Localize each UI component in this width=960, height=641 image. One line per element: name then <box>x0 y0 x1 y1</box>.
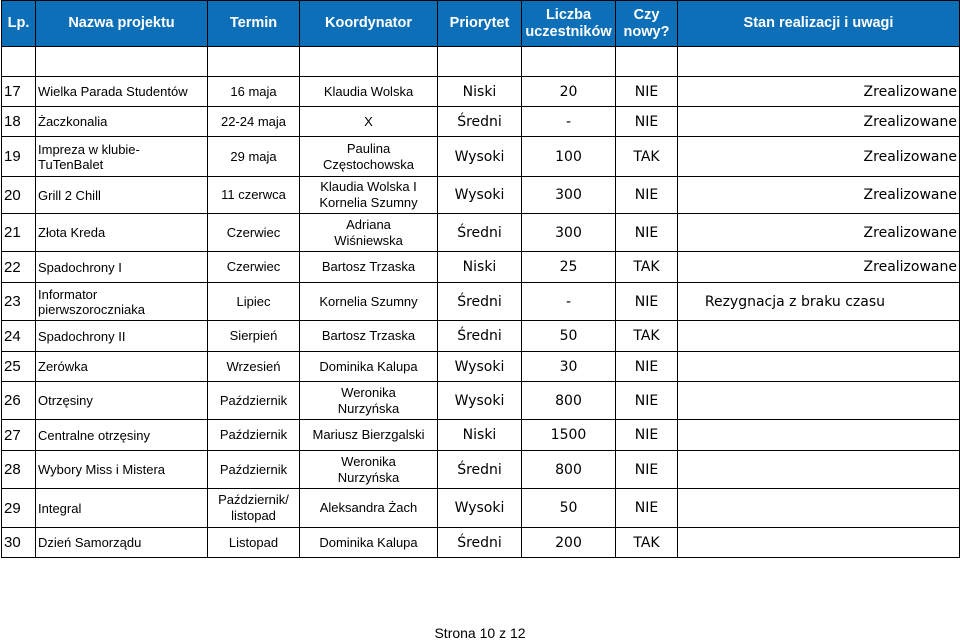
cell-priority: Średni <box>438 214 522 252</box>
blank-cell <box>300 47 438 77</box>
cell-lp: 21 <box>2 214 36 252</box>
cell-name: Spadochrony I <box>36 252 208 283</box>
cell-priority: Wysoki <box>438 489 522 528</box>
cell-priority: Wysoki <box>438 352 522 382</box>
cell-term: 29 maja <box>208 137 300 177</box>
cell-status <box>678 451 960 489</box>
cell-status <box>678 321 960 352</box>
table-header-row <box>2 1 960 47</box>
blank-cell <box>36 47 208 77</box>
cell-priority: Wysoki <box>438 137 522 177</box>
cell-status <box>678 489 960 528</box>
cell-new: TAK <box>616 321 678 352</box>
cell-coordinator: Aleksandra Żach <box>300 489 438 528</box>
cell-term: Czerwiec <box>208 214 300 252</box>
cell-term: Czerwiec <box>208 252 300 283</box>
cell-coordinator: Mariusz Bierzgalski <box>300 420 438 451</box>
cell-name: Grill 2 Chill <box>36 177 208 214</box>
cell-coordinator: Adriana Wiśniewska <box>300 214 438 252</box>
cell-lp: 20 <box>2 177 36 214</box>
header-participants-line1: Liczba <box>545 6 592 23</box>
cell-lp: 29 <box>2 489 36 528</box>
cell-status: Zrealizowane <box>678 107 960 137</box>
cell-term: Lipiec <box>208 283 300 321</box>
header-new-line1: Czy <box>633 6 660 23</box>
projects-table <box>1 0 960 558</box>
cell-participants: 1500 <box>522 420 616 451</box>
cell-name: Impreza w klubie- TuTenBalet <box>36 137 208 177</box>
cell-new: NIE <box>616 77 678 107</box>
header-coordinator: Koordynator <box>300 1 438 47</box>
cell-status <box>678 528 960 558</box>
cell-participants: - <box>522 107 616 137</box>
cell-lp: 22 <box>2 252 36 283</box>
cell-lp: 26 <box>2 382 36 420</box>
cell-coordinator: Bartosz Trzaska <box>300 252 438 283</box>
cell-new: TAK <box>616 528 678 558</box>
cell-status <box>678 382 960 420</box>
header-new-line2: nowy? <box>623 23 670 40</box>
table-row <box>2 489 960 528</box>
blank-cell <box>2 47 36 77</box>
cell-participants: 20 <box>522 77 616 107</box>
blank-cell <box>208 47 300 77</box>
cell-priority: Wysoki <box>438 382 522 420</box>
cell-term: Październik/ listopad <box>208 489 300 528</box>
table-row <box>2 451 960 489</box>
blank-cell <box>616 47 678 77</box>
blank-cell <box>522 47 616 77</box>
header-participants <box>522 1 616 47</box>
cell-lp: 27 <box>2 420 36 451</box>
cell-name: Złota Kreda <box>36 214 208 252</box>
cell-new: NIE <box>616 177 678 214</box>
cell-priority: Średni <box>438 107 522 137</box>
cell-new: NIE <box>616 382 678 420</box>
cell-term: 11 czerwca <box>208 177 300 214</box>
table-row <box>2 321 960 352</box>
cell-term: Październik <box>208 420 300 451</box>
cell-status: Zrealizowane <box>678 137 960 177</box>
cell-name: Wielka Parada Studentów <box>36 77 208 107</box>
cell-participants: 50 <box>522 321 616 352</box>
table-row <box>2 283 960 321</box>
header-status: Stan realizacji i uwagi <box>678 1 960 47</box>
cell-new: NIE <box>616 420 678 451</box>
cell-lp: 25 <box>2 352 36 382</box>
cell-coordinator: X <box>300 107 438 137</box>
cell-participants: 50 <box>522 489 616 528</box>
header-term: Termin <box>208 1 300 47</box>
cell-participants: 800 <box>522 451 616 489</box>
cell-new: TAK <box>616 252 678 283</box>
cell-status: Zrealizowane <box>678 252 960 283</box>
cell-participants: 100 <box>522 137 616 177</box>
cell-coordinator: Weronika Nurzyńska <box>300 382 438 420</box>
cell-new: NIE <box>616 451 678 489</box>
cell-lp: 19 <box>2 137 36 177</box>
cell-participants: 300 <box>522 177 616 214</box>
cell-name: Centralne otrzęsiny <box>36 420 208 451</box>
cell-priority: Wysoki <box>438 177 522 214</box>
cell-term: Sierpień <box>208 321 300 352</box>
cell-priority: Niski <box>438 77 522 107</box>
cell-coordinator: Weronika Nurzyńska <box>300 451 438 489</box>
header-name: Nazwa projektu <box>36 1 208 47</box>
cell-coordinator: Bartosz Trzaska <box>300 321 438 352</box>
cell-new: TAK <box>616 137 678 177</box>
cell-priority: Średni <box>438 321 522 352</box>
cell-priority: Niski <box>438 252 522 283</box>
cell-participants: 30 <box>522 352 616 382</box>
cell-term: 22-24 maja <box>208 107 300 137</box>
cell-new: NIE <box>616 352 678 382</box>
cell-status: Rezygnacja z braku czasu <box>678 283 960 321</box>
cell-new: NIE <box>616 107 678 137</box>
cell-new: NIE <box>616 283 678 321</box>
cell-participants: 200 <box>522 528 616 558</box>
cell-priority: Średni <box>438 451 522 489</box>
cell-status: Zrealizowane <box>678 214 960 252</box>
cell-status: Zrealizowane <box>678 77 960 107</box>
cell-term: Wrzesień <box>208 352 300 382</box>
header-participants-line2: uczestników <box>525 23 612 40</box>
cell-lp: 18 <box>2 107 36 137</box>
cell-status: Zrealizowane <box>678 177 960 214</box>
cell-term: 16 maja <box>208 77 300 107</box>
table-row <box>2 107 960 137</box>
cell-priority: Średni <box>438 528 522 558</box>
cell-name: Otrzęsiny <box>36 382 208 420</box>
table-row <box>2 77 960 107</box>
cell-name: Informator pierwszoroczniaka <box>36 283 208 321</box>
header-priority: Priorytet <box>438 1 522 47</box>
cell-name: Integral <box>36 489 208 528</box>
table-body <box>2 47 960 558</box>
cell-new: NIE <box>616 214 678 252</box>
cell-coordinator: Dominika Kalupa <box>300 352 438 382</box>
page-footer: Strona 10 z 12 <box>434 625 526 641</box>
cell-lp: 30 <box>2 528 36 558</box>
table-row <box>2 252 960 283</box>
cell-coordinator: Paulina Częstochowska <box>300 137 438 177</box>
cell-lp: 23 <box>2 283 36 321</box>
cell-participants: - <box>522 283 616 321</box>
blank-cell <box>438 47 522 77</box>
table-row <box>2 214 960 252</box>
cell-status <box>678 352 960 382</box>
cell-lp: 24 <box>2 321 36 352</box>
cell-lp: 28 <box>2 451 36 489</box>
cell-participants: 25 <box>522 252 616 283</box>
table-row <box>2 177 960 214</box>
cell-term: Październik <box>208 382 300 420</box>
header-new <box>616 1 678 47</box>
cell-coordinator: Klaudia Wolska I Kornelia Szumny <box>300 177 438 214</box>
blank-cell <box>678 47 960 77</box>
cell-name: Żaczkonalia <box>36 107 208 137</box>
cell-name: Spadochrony II <box>36 321 208 352</box>
cell-priority: Średni <box>438 283 522 321</box>
cell-term: Październik <box>208 451 300 489</box>
table-row <box>2 382 960 420</box>
cell-priority: Niski <box>438 420 522 451</box>
table-row <box>2 137 960 177</box>
cell-status <box>678 420 960 451</box>
blank-row <box>2 47 960 77</box>
cell-name: Zerówka <box>36 352 208 382</box>
cell-participants: 800 <box>522 382 616 420</box>
table-row <box>2 420 960 451</box>
cell-participants: 300 <box>522 214 616 252</box>
cell-coordinator: Klaudia Wolska <box>300 77 438 107</box>
cell-term: Listopad <box>208 528 300 558</box>
cell-new: NIE <box>616 489 678 528</box>
header-lp: Lp. <box>2 1 36 47</box>
cell-coordinator: Kornelia Szumny <box>300 283 438 321</box>
cell-name: Dzień Samorządu <box>36 528 208 558</box>
cell-name: Wybory Miss i Mistera <box>36 451 208 489</box>
cell-lp: 17 <box>2 77 36 107</box>
table-row <box>2 352 960 382</box>
cell-coordinator: Dominika Kalupa <box>300 528 438 558</box>
table-row <box>2 528 960 558</box>
